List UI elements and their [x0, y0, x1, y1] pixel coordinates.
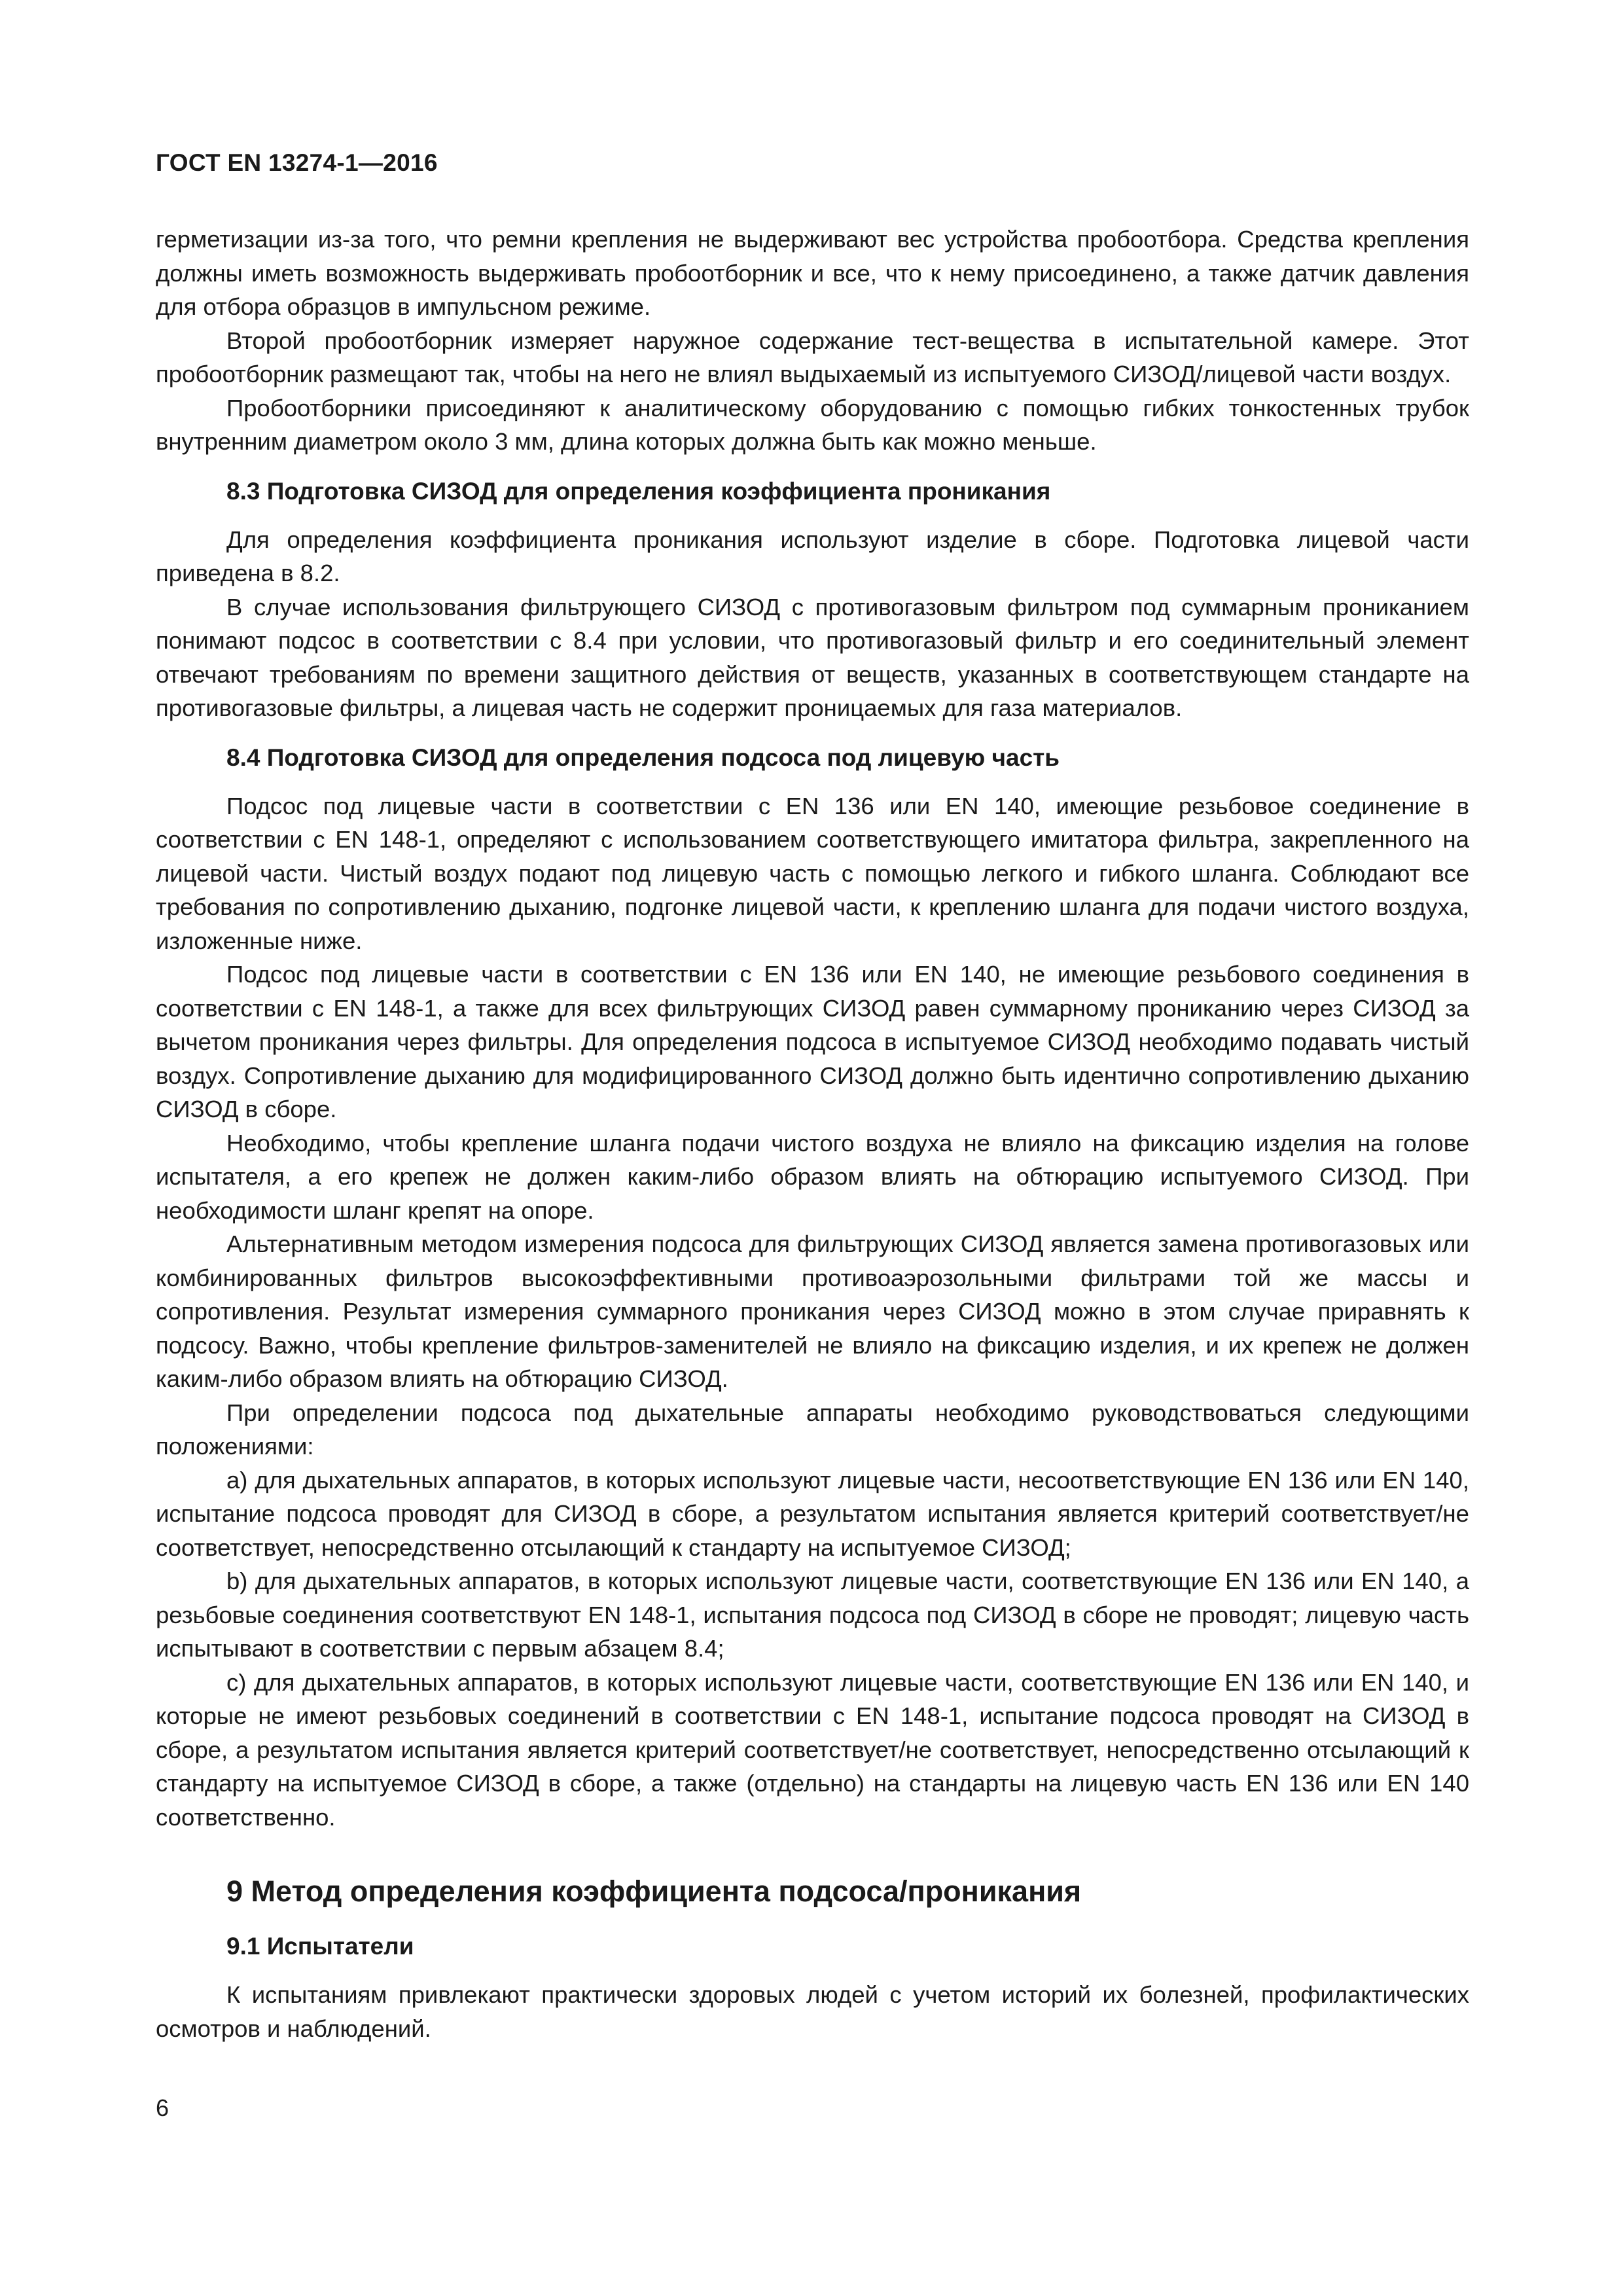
paragraph-sampler-connection: Пробоотборники присоединяют к аналитическому оборудованию с помощью гибких тонкостенных трубок внутренним диаметром около 3 мм, длина которых должна быть как можно меньше. [156, 394, 1469, 455]
paragraph-test-subjects: К испытаниям привлекают практически здоровых людей с учетом историй их болезней, профилактических осмотров и наблюдений. [156, 1981, 1469, 2042]
list-item-a: а) для дыхательных аппаратов, в которых используют лицевые части, несоответствующие EN 136 или EN 140, испытание подсоса проводят для СИЗОД в сборе, а результатом испытания является критерий соответствует/не соответствует, непосредственно отсылающий к стандарту на испытуемое СИЗОД; [156, 1466, 1469, 1561]
document-header: ГОСТ EN 13274-1—2016 [156, 149, 438, 176]
list-item-c: с) для дыхательных аппаратов, в которых используют лицевые части, соответствующие EN 136 или EN 140, и которые не имеют резьбовых соединений в соответствии с EN 148-1, испытание подсоса проводят на СИЗОД в сборе, а результатом испытания является критерий соответствует/не соответствует, непосредственно отсылающий к стандарту на испытуемое СИЗОД в сборе, а также (отдельно) на стандарты на лицевую часть EN 136 или EN 140 соответственно. [156, 1668, 1469, 1831]
subsection-heading-9-1: 9.1 Испытатели [226, 1933, 414, 1960]
page-number: 6 [156, 2094, 169, 2121]
paragraph-leakage-unthreaded: Подсос под лицевые части в соответствии с EN 136 или EN 140, не имеющие резьбового соединения в соответствии с EN 148-1, а также для всех фильтрующих СИЗОД равен суммарному прониканию через СИЗОД за вычетом проникания через фильтры. Для определения подсоса в испытуемое СИЗОД необходимо подавать чистый воздух. Сопротивление дыханию для модифицированного СИЗОД должно быть идентично сопротивлению дыханию СИЗОД в сборе. [156, 961, 1469, 1122]
list-item-b: b) для дыхательных аппаратов, в которых используют лицевые части, соответствующие EN 136 или EN 140, а резьбовые соединения соответствуют EN 148-1, испытания подсоса под СИЗОД в сборе не проводят; лицевую часть испытывают в соответствии с первым абзацем 8.4; [156, 1568, 1469, 1662]
paragraph-leakage-threaded: Подсос под лицевые части в соответствии с EN 136 или EN 140, имеющие резьбовое соединение в соответствии с EN 148-1, определяют с использованием соответствующего имитатора фильтра, закрепленного на лицевой части. Чистый воздух подают под лицевую часть с помощью легкого и гибкого шланга. Соблюдают все требования по сопротивлению дыханию, подгонке лицевой части, к креплению шланга для подачи чистого воздуха, изложенные ниже. [156, 792, 1469, 954]
document-page [156, 0, 1469, 2296]
subsection-heading-8-4: 8.4 Подготовка СИЗОД для определения подсоса под лицевую часть [226, 744, 1060, 771]
paragraph-second-sampler: Второй пробоотборник измеряет наружное содержание тест-вещества в испытательной камере. Этот пробоотборник размещают так, чтобы на него не влиял выдыхаемый из испытуемого СИЗОД/лицевой части воздух. [156, 327, 1469, 387]
section-heading-9: 9 Метод определения коэффициента подсоса/проникания [226, 1874, 1082, 1908]
document-body [156, 223, 1469, 2045]
subsection-heading-8-3: 8.3 Подготовка СИЗОД для определения коэффициента проникания [226, 477, 1051, 505]
paragraph-alternative-method: Альтернативным методом измерения подсоса для фильтрующих СИЗОД является замена противогазовых или комбинированных фильтров высокоэффективными противоаэрозольными фильтрами той же массы и сопротивления. Результат измерения суммарного проникания через СИЗОД можно в этом случае приравнять к подсосу. Важно, чтобы крепление фильтров-заменителей не влияло на фиксацию изделия, и их крепеж не должен каким-либо образом влиять на обтюрацию СИЗОД. [156, 1230, 1469, 1392]
paragraph-continuation: герметизации из-за того, что ремни крепления не выдерживают вес устройства пробоотбора. Средства крепления должны иметь возможность выдерживать пробоотборник и все, что к нему присоединено, а также датчик давления для отбора образцов в импульсном режиме. [156, 226, 1469, 320]
paragraph-hose-mounting: Необходимо, чтобы крепление шланга подачи чистого воздуха не влияло на фиксацию изделия на голове испытателя, а его крепеж не должен каким-либо образом влиять на обтюрацию испытуемого СИЗОД. При необходимости шланг крепят на опоре. [156, 1129, 1469, 1224]
paragraph-breathing-apparatus: При определении подсоса под дыхательные аппараты необходимо руководствоваться следующими положениями: [156, 1399, 1469, 1460]
paragraph-gas-filter: В случае использования фильтрующего СИЗОД с противогазовым фильтром под суммарным прониканием понимают подсос в соответствии с 8.4 при условии, что противогазовый фильтр и его соединительный элемент отвечают требованиям по времени защитного действия от веществ, указанных в соответствующем стандарте на противогазовые фильтры, а лицевая часть не содержит проницаемых для газа материалов. [156, 593, 1469, 721]
paragraph-penetration-prep: Для определения коэффициента проникания используют изделие в сборе. Подготовка лицевой части приведена в 8.2. [156, 526, 1469, 586]
